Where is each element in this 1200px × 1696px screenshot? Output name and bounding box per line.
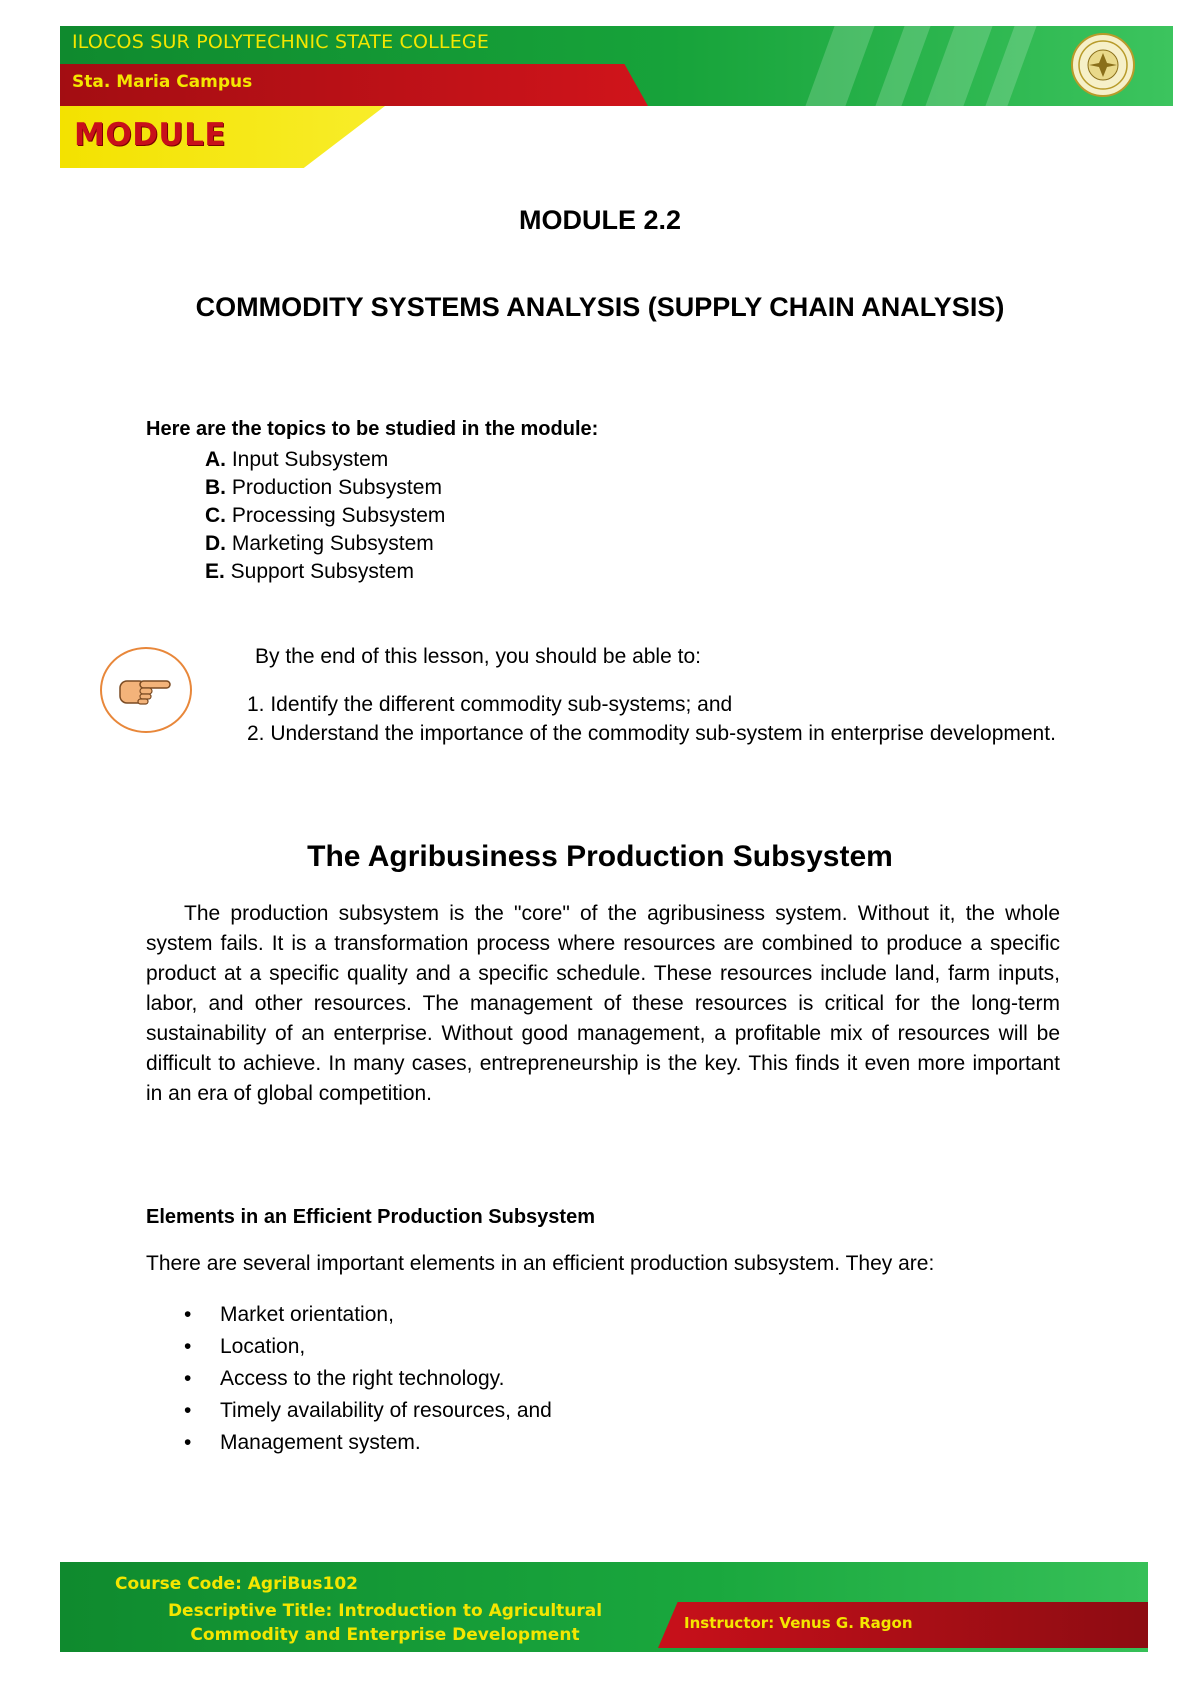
list-item: • Location, <box>182 1331 552 1363</box>
topic-text: Marketing Subsystem <box>226 532 434 555</box>
topic-text: Input Subsystem <box>226 448 389 471</box>
module-tag: MODULE <box>74 117 227 153</box>
topic-text: Production Subsystem <box>226 476 442 499</box>
section-paragraph: The production subsystem is the "core" of the agribusiness system. Without it, the whole system fails. It is a transformation process where resources are combined to produce a specific product at a specific quality and a specific schedule. These resources include land, farm inputs, labor, and other resources. The management of these resources is critical for the long-term sustainability of an enterprise. Without good management, a profitable mix of resources will be difficult to achieve. In many cases, entrepreneurship is the key. This finds it even more important in an era of global competition. <box>146 902 1060 1105</box>
pointing-hand-icon <box>100 647 192 733</box>
topic-letter: B. <box>205 476 226 499</box>
list-item: • Management system. <box>182 1427 552 1459</box>
course-code: Course Code: AgriBus102 <box>115 1574 358 1594</box>
elements-intro: There are several important elements in an efficient production subsystem. They are: <box>146 1252 935 1275</box>
elements-heading: Elements in an Efficient Production Subsystem <box>146 1206 595 1228</box>
campus-name: Sta. Maria Campus <box>72 72 253 92</box>
topic-letter: A. <box>205 448 226 471</box>
list-item: • Timely availability of resources, and <box>182 1395 552 1427</box>
list-item <box>205 474 445 502</box>
topic-text: Support Subsystem <box>224 560 414 583</box>
topic-text: Processing Subsystem <box>226 504 446 527</box>
college-name: ILOCOS SUR POLYTECHNIC STATE COLLEGE <box>72 31 490 53</box>
topics-list <box>205 446 445 586</box>
instructor-name: Instructor: Venus G. Ragon <box>684 1614 913 1632</box>
objectives-intro: By the end of this lesson, you should be able to: <box>255 645 701 668</box>
topics-intro: Here are the topics to be studied in the module: <box>146 418 599 440</box>
module-number: MODULE 2.2 <box>518 205 682 235</box>
list-item: 2. Understand the importance of the commodity sub-system in enterprise development. <box>247 722 1056 745</box>
list-item <box>205 530 445 558</box>
list-item: 1. Identify the different commodity sub-systems; and <box>247 693 733 716</box>
topic-letter: D. <box>205 532 226 555</box>
list-item <box>205 446 445 474</box>
college-seal-icon <box>1070 32 1136 98</box>
module-title: COMMODITY SYSTEMS ANALYSIS (SUPPLY CHAIN ANALYSIS) <box>195 292 1005 322</box>
section-heading: The Agribusiness Production Subsystem <box>307 840 893 873</box>
list-item <box>205 502 445 530</box>
descriptive-title: Descriptive Title: Introduction to Agricultural Commodity and Enterprise Development <box>167 1601 603 1645</box>
objectives-list <box>247 690 1067 748</box>
topic-letter: C. <box>205 504 226 527</box>
list-item: • Access to the right technology. <box>182 1363 552 1395</box>
topic-letter: E. <box>205 560 225 583</box>
elements-list <box>182 1299 552 1459</box>
list-item: • Market orientation, <box>182 1299 552 1331</box>
list-item <box>205 558 445 586</box>
